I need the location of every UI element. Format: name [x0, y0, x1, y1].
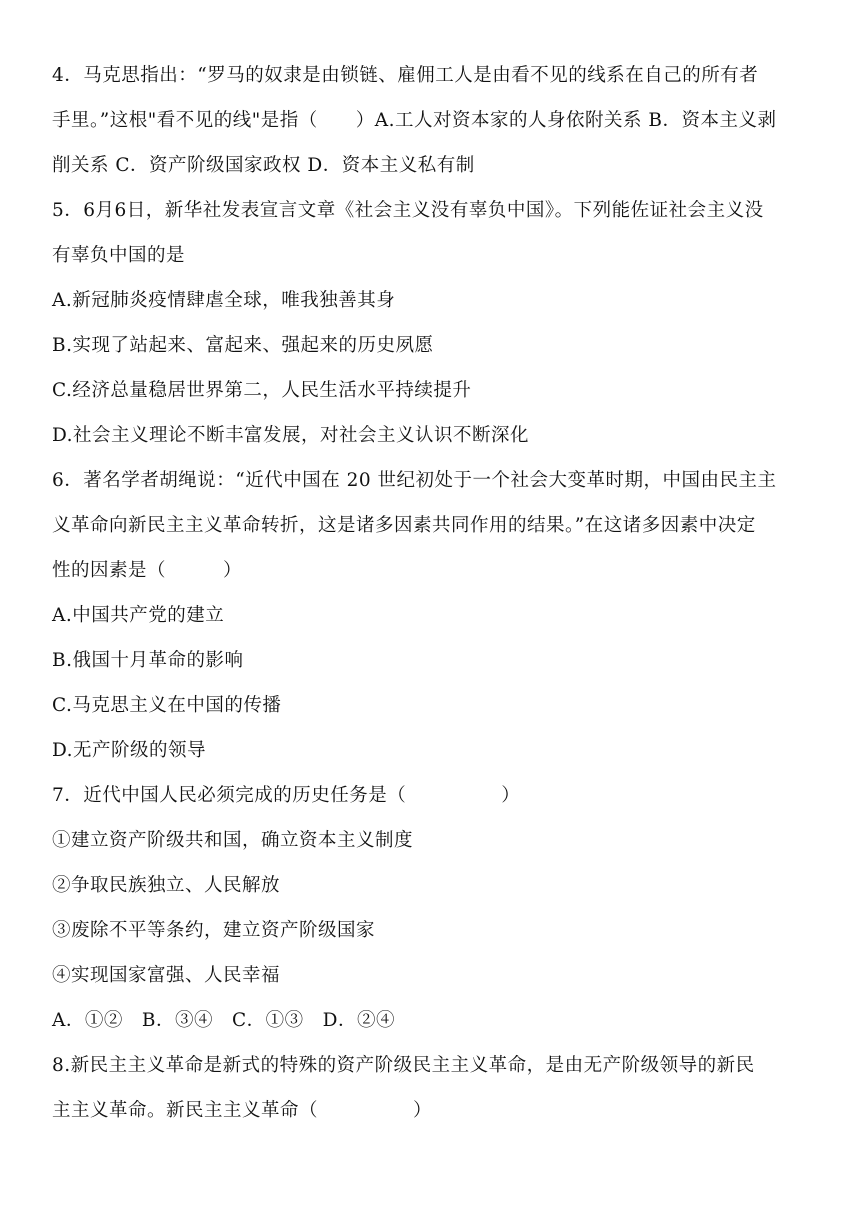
question-5-option-b: B.实现了站起来、富起来、强起来的历史夙愿 [52, 335, 434, 356]
question-7-choices: A．①② B．③④ C．①③ D．②④ [52, 1010, 395, 1031]
question-4-line-3: 削关系 C．资产阶级国家政权 D．资本主义私有制 [52, 155, 475, 176]
question-8-line-1: 8.新民主主义革命是新式的特殊的资产阶级民主主义革命，是由无产阶级领导的新民 [52, 1055, 755, 1076]
question-7-statement-1: ①建立资产阶级共和国，确立资本主义制度 [52, 830, 414, 851]
question-5-line-1: 5．6月6日，新华社发表宣言文章《社会主义没有辜负中国》。下列能佐证社会主义没 [52, 200, 764, 221]
question-6-option-a: A.中国共产党的建立 [52, 605, 225, 626]
question-5-option-d: D.社会主义理论不断丰富发展，对社会主义认识不断深化 [52, 425, 530, 446]
question-6-line-2: 义革命向新民主主义革命转折，这是诸多因素共同作用的结果。”在这诸多因素中决定 [52, 515, 756, 536]
question-7-statement-2: ②争取民族独立、人民解放 [52, 875, 281, 896]
question-8-line-2: 主主义革命。新民主主义革命（ ） [52, 1100, 433, 1121]
question-6-option-d: D.无产阶级的领导 [52, 740, 207, 761]
question-5-option-a: A.新冠肺炎疫情肆虐全球，唯我独善其身 [52, 290, 396, 311]
question-7-line-1: 7．近代中国人民必须完成的历史任务是（ ） [52, 785, 521, 806]
question-4-line-2: 手里。”这根"看不见的线"是指（ ）A.工人对资本家的人身依附关系 B．资本主义剥 [52, 110, 777, 131]
question-7-statement-3: ③废除不平等条约，建立资产阶级国家 [52, 920, 376, 941]
question-5-line-2: 有辜负中国的是 [52, 245, 186, 266]
question-6-line-3: 性的因素是（ ） [52, 560, 243, 581]
question-5-option-c: C.经济总量稳居世界第二，人民生活水平持续提升 [52, 380, 472, 401]
question-7-statement-4: ④实现国家富强、人民幸福 [52, 965, 281, 986]
question-6-option-b: B.俄国十月革命的影响 [52, 650, 244, 671]
question-4-line-1: 4．马克思指出：“罗马的奴隶是由锁链、雇佣工人是由看不见的线系在自己的所有者 [52, 65, 759, 86]
question-6-line-1: 6．著名学者胡绳说：“近代中国在 20 世纪初处于一个社会大变革时期，中国由民主主 [52, 470, 777, 491]
question-6-option-c: C.马克思主义在中国的传播 [52, 695, 282, 716]
